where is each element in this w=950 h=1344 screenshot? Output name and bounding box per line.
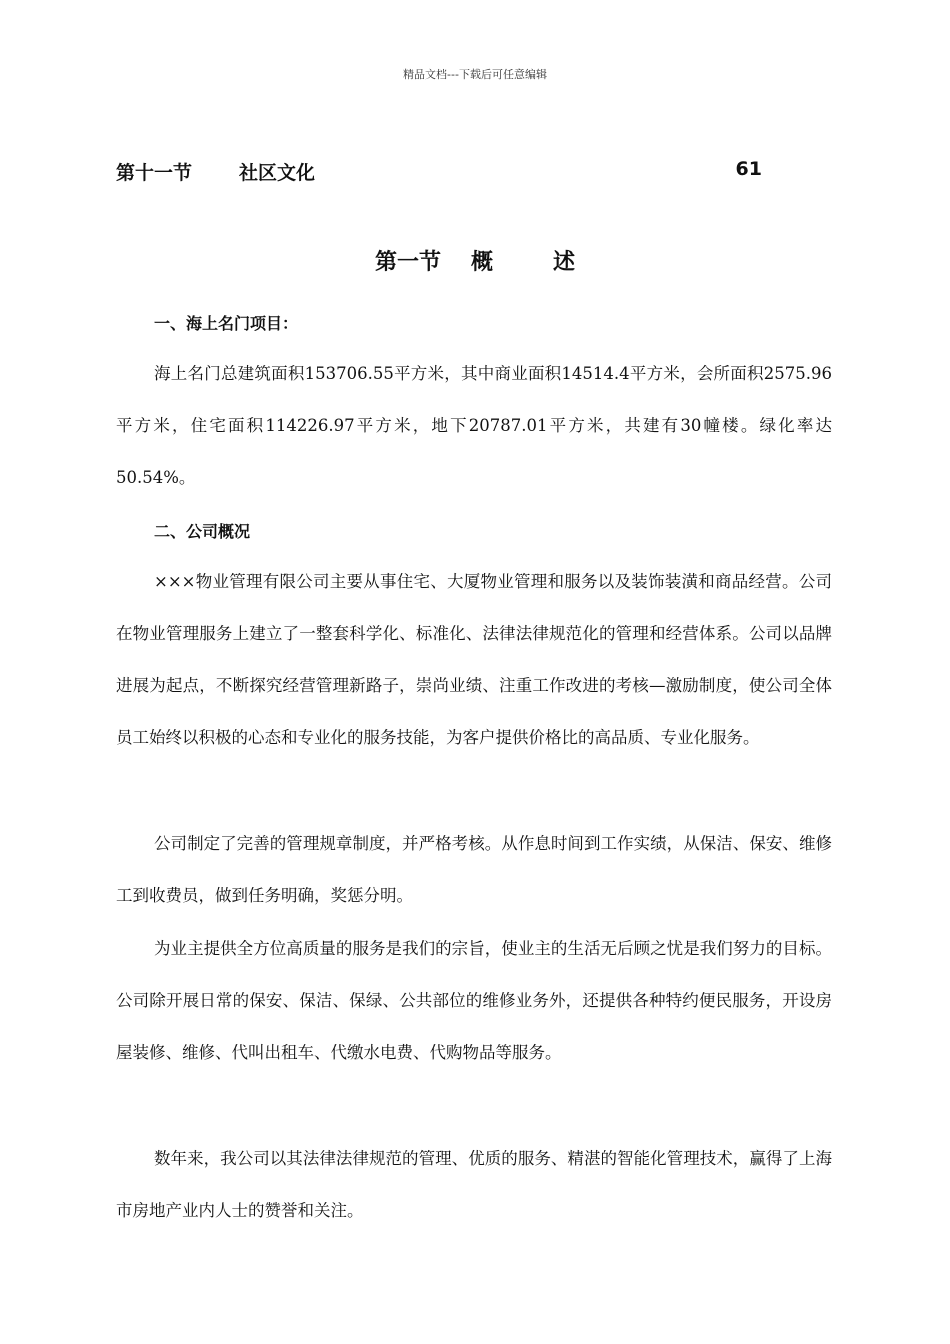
section-title-word-2: 述 — [553, 250, 576, 275]
project-paragraph: 海上名门总建筑面积153706.55平方米，其中商业面积14514.4平方米，会所面积2575.96平方米，住宅面积114226.97平方米，地下20787.01平方米，共建有30幢楼。绿化率达50.54%。 — [116, 364, 832, 487]
project-heading: 一、海上名门项目： — [154, 314, 299, 333]
toc-section-title: 社区文化 — [239, 162, 316, 184]
company-paragraph-4: 数年来，我公司以其法律法律规范的管理、优质的服务、精湛的智能化管理技术，赢得了上海市房地产业内人士的赞誉和关注。 — [116, 1149, 832, 1220]
toc-entry — [116, 158, 766, 188]
section-title — [0, 245, 950, 276]
section-title-number: 第一节 — [374, 250, 441, 275]
page-header: 精品文档---下载后可任意编辑 — [403, 68, 547, 81]
company-paragraph-2: 公司制定了完善的管理规章制度，并严格考核。从作息时间到工作实绩，从保洁、保安、维修工到收费员，做到任务明确，奖惩分明。 — [116, 834, 832, 905]
company-paragraph-1: ×××物业管理有限公司主要从事住宅、大厦物业管理和服务以及装饰装潢和商品经营。公司在物业管理服务上建立了一整套科学化、标准化、法律法律规范化的管理和经营体系。公司以品牌进展为起点，不断探究经营管理新路子，崇尚业绩、注重工作改进的考核—激励制度，使公司全体员工始终以积极的心态和专业化的服务技能，为客户提供价格比的高品质、专业化服务。 — [116, 572, 832, 747]
toc-section-number: 第十一节 — [116, 162, 193, 184]
toc-page-number: 61 — [735, 158, 762, 180]
company-paragraph-3: 为业主提供全方位高质量的服务是我们的宗旨，使业主的生活无后顾之忧是我们努力的目标。公司除开展日常的保安、保洁、保绿、公共部位的维修业务外，还提供各种特约便民服务，开设房屋装修、维修、代叫出租车、代缴水电费、代购物品等服务。 — [116, 939, 832, 1062]
company-heading: 二、公司概况 — [154, 522, 251, 541]
section-title-word-1: 概 — [470, 250, 493, 275]
